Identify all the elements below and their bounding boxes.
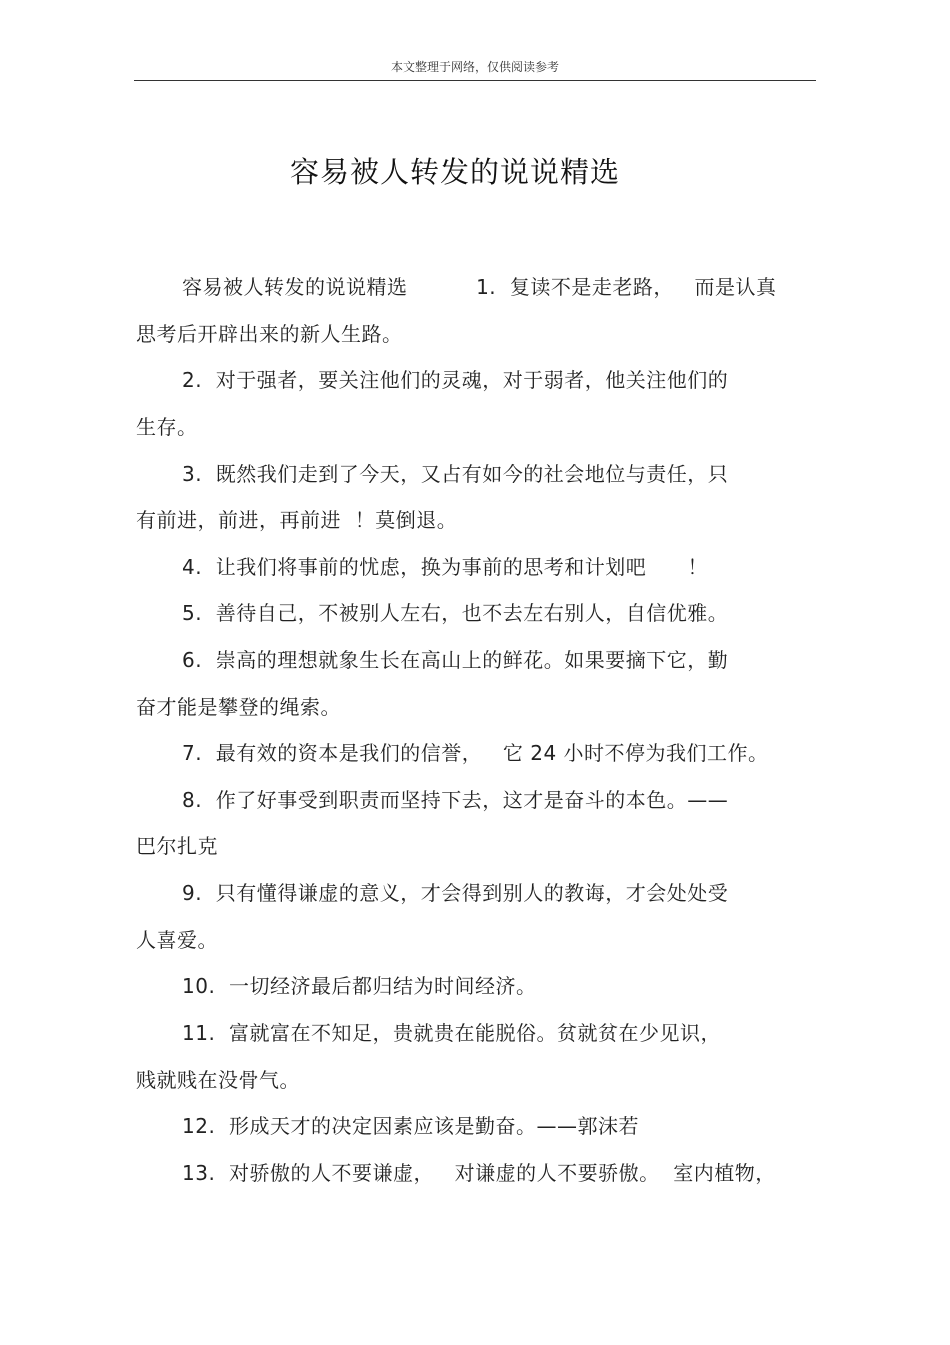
body-line: 8. 作了好事受到职责而坚持下去，这才是奋斗的本色。—— [182,788,729,812]
body-line: 6. 崇高的理想就象生长在高山上的鲜花。如果要摘下它，勤 [182,648,729,672]
body-line: 5. 善待自己，不被别人左右，也不去左右别人，自信优雅。 [182,601,729,625]
body-line: 容易被人转发的说说精选 1. 复读不是走老路， 而是认真 [182,275,777,299]
body-line: 3. 既然我们走到了今天，又占有如今的社会地位与责任，只 [182,462,729,486]
body-line: 9. 只有懂得谦虚的意义，才会得到别人的教诲，才会处处受 [182,881,729,905]
body-line: 4. 让我们将事前的忧虑，换为事前的思考和计划吧 ！ [182,555,708,579]
body-line: 人喜爱。 [136,928,218,952]
body-line: 11. 富就富在不知足，贵就贵在能脱俗。贫就贫在少见识， [182,1021,722,1045]
body-line: 贱就贱在没骨气。 [136,1068,300,1092]
body-line: 7. 最有效的资本是我们的信誉， 它 24 小时不停为我们工作。 [182,741,769,765]
body-line: 巴尔扎克 [136,834,218,858]
body-line: 有前进，前进，再前进 ！莫倒退。 [136,508,458,532]
header-divider [134,80,816,81]
body-line: 13. 对骄傲的人不要谦虚， 对谦虚的人不要骄傲。 室内植物， [182,1161,776,1185]
body-line: 2. 对于强者，要关注他们的灵魂，对于弱者，他关注他们的 [182,368,729,392]
body-line: 思考后开辟出来的新人生路。 [136,322,403,346]
page-header: 本文整理于网络，仅供阅读参考 [390,60,559,74]
body-line: 奋才能是攀登的绳索。 [136,695,341,719]
body-line: 10. 一切经济最后都归结为时间经济。 [182,974,537,998]
body-line: 生存。 [136,415,198,439]
document-title: 容易被人转发的说说精选 [289,155,620,189]
body-line: 12. 形成天才的决定因素应该是勤奋。——郭沫若 [182,1114,640,1138]
